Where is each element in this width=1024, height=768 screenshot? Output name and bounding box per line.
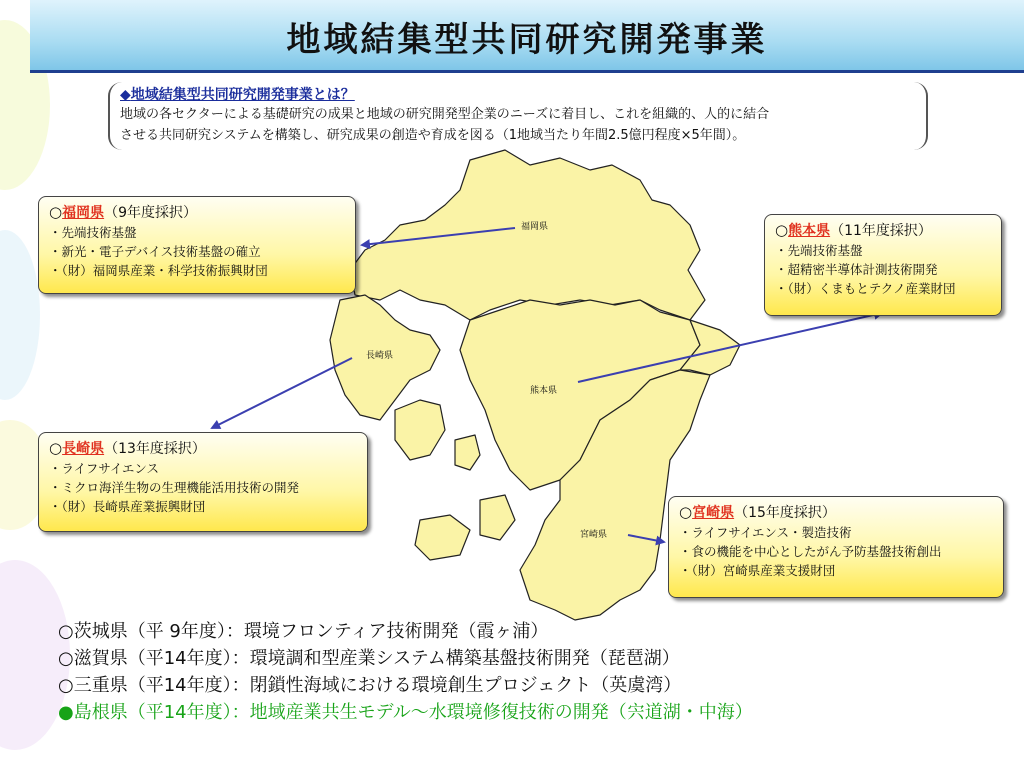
miyazaki-item-2: ・食の機能を中心としたがん予防基盤技術創出 bbox=[679, 544, 942, 559]
definition-line-2: させる共同研究システムを構築し、研究成果の創造や育成を図る（1地域当たり年間2.5億円程度×5年間）。 bbox=[120, 128, 746, 143]
region-island bbox=[415, 515, 470, 560]
miyazaki-box bbox=[668, 496, 1004, 598]
region-island bbox=[480, 495, 515, 540]
list-item-mie: ○三重県（平14年度）：閉鎖性海域における環境創生プロジェクト（英虞湾） bbox=[58, 675, 682, 696]
map-label-fukuoka: 福岡県 bbox=[521, 222, 549, 232]
fukuoka-pref-name: 福岡県 bbox=[62, 205, 105, 221]
circle-icon: ○ bbox=[49, 203, 63, 221]
definition-line-1: 地域の各セクターによる基礎研究の成果と地域の研究開発型企業のニーズに着目し、これを組織的、人的に結合 bbox=[120, 107, 770, 122]
fukuoka-box-heading bbox=[49, 203, 345, 223]
page-title: 地域結集型共同研究開発事業 bbox=[286, 20, 768, 60]
fukuoka-item-3: ・（財）福岡県産業・科学技術振興財団 bbox=[49, 263, 268, 278]
circle-icon: ○ bbox=[49, 439, 63, 457]
kumamoto-item-3: ・（財）くまもとテクノ産業財団 bbox=[775, 281, 956, 296]
kumamoto-box-heading bbox=[775, 221, 991, 241]
miyazaki-pref-name: 宮崎県 bbox=[692, 505, 735, 521]
miyazaki-box-heading bbox=[679, 503, 993, 523]
nagasaki-item-1: ・ライフサイエンス bbox=[49, 461, 160, 476]
nagasaki-item-3: ・（財）長崎県産業振興財団 bbox=[49, 499, 206, 514]
kumamoto-pref-name: 熊本県 bbox=[788, 223, 831, 239]
diamond-icon: ◆ bbox=[120, 87, 131, 103]
region-amakusa bbox=[395, 400, 445, 460]
definition-heading-text: 地域結集型共同研究開発事業とは？ bbox=[130, 87, 355, 103]
arrow-nagasaki bbox=[212, 358, 352, 428]
kumamoto-box bbox=[764, 214, 1002, 316]
map-label-miyazaki: 宮崎県 bbox=[580, 530, 608, 540]
nagasaki-year: （13年度採択） bbox=[104, 441, 206, 457]
region-fukuoka bbox=[350, 150, 705, 320]
list-item-ibaraki: ○茨城県（平 9年度）：環境フロンティア技術開発（霞ヶ浦） bbox=[58, 621, 549, 642]
nagasaki-pref-name: 長崎県 bbox=[62, 441, 105, 457]
nagasaki-box-heading bbox=[49, 439, 357, 459]
kumamoto-year: （11年度採択） bbox=[830, 223, 932, 239]
nagasaki-box bbox=[38, 432, 368, 532]
miyazaki-year: （15年度採択） bbox=[734, 505, 836, 521]
miyazaki-item-1: ・ライフサイエンス・製造技術 bbox=[679, 525, 852, 540]
fukuoka-item-2: ・新光・電子デバイス技術基盤の確立 bbox=[49, 244, 261, 259]
other-regions-list bbox=[58, 618, 753, 726]
circle-icon: ○ bbox=[679, 503, 693, 521]
map-label-nagasaki: 長崎県 bbox=[366, 351, 394, 361]
kumamoto-item-2: ・超精密半導体計測技術開発 bbox=[775, 262, 938, 277]
circle-icon: ○ bbox=[775, 221, 789, 239]
nagasaki-item-2: ・ミクロ海洋生物の生理機能活用技術の開発 bbox=[49, 480, 300, 495]
fukuoka-year: （9年度採択） bbox=[104, 205, 198, 221]
fukuoka-item-1: ・先端技術基盤 bbox=[49, 225, 137, 240]
fukuoka-box bbox=[38, 196, 356, 294]
list-item-shiga: ○滋賀県（平14年度）：環境調和型産業システム構築基盤技術開発（琵琶湖） bbox=[58, 648, 680, 669]
map-label-kumamoto: 熊本県 bbox=[530, 386, 558, 396]
list-item-shimane: ●島根県（平14年度）：地域産業共生モデル～水環境修復技術の開発（宍道湖・中海） bbox=[58, 702, 753, 723]
kumamoto-item-1: ・先端技術基盤 bbox=[775, 243, 863, 258]
region-island bbox=[455, 435, 480, 470]
miyazaki-item-3: ・（財）宮崎県産業支援財団 bbox=[679, 563, 836, 578]
